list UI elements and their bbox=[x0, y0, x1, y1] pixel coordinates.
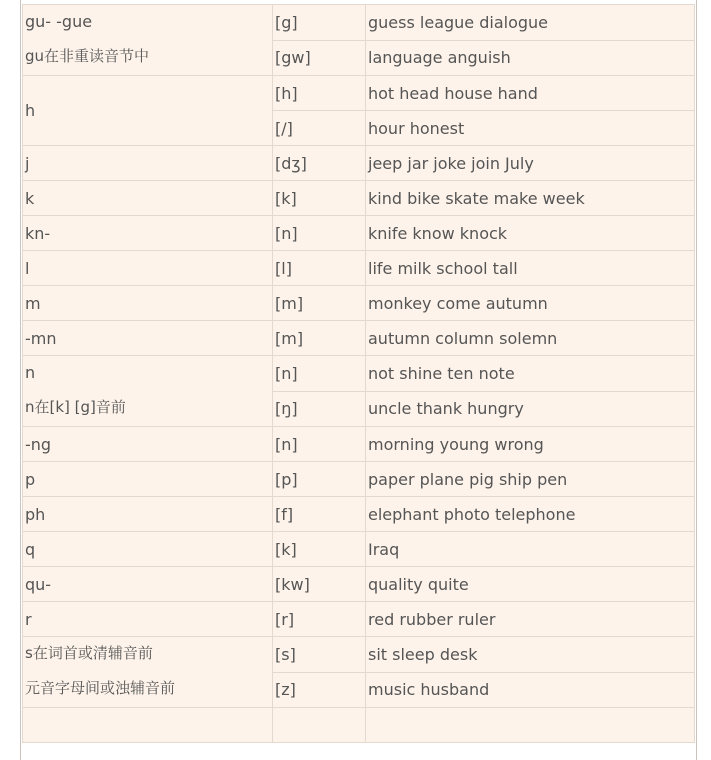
letter-text: n在[k] [g]音前 bbox=[25, 398, 126, 416]
letter-text: n bbox=[25, 363, 36, 382]
phoneme-cell: [n] bbox=[273, 427, 366, 462]
table-row bbox=[23, 321, 695, 356]
letter-cell: kn- bbox=[23, 216, 273, 251]
examples-cell: jeep jar joke join July bbox=[366, 146, 695, 181]
examples-cell bbox=[366, 708, 695, 743]
table-row bbox=[23, 532, 695, 567]
examples-cell: hot head house hand bbox=[366, 76, 695, 111]
examples-cell: autumn column solemn bbox=[366, 321, 695, 356]
letter-cell bbox=[23, 708, 273, 743]
letter-cell: m bbox=[23, 286, 273, 321]
examples-cell: language anguish bbox=[366, 40, 695, 76]
examples-cell: knife know knock bbox=[366, 216, 695, 251]
letter-cell: -mn bbox=[23, 321, 273, 356]
phoneme-cell: [g] bbox=[273, 5, 366, 41]
table-row bbox=[23, 5, 695, 41]
examples-cell: monkey come autumn bbox=[366, 286, 695, 321]
table-row bbox=[23, 567, 695, 602]
examples-cell: sit sleep desk bbox=[366, 637, 695, 673]
table-row bbox=[23, 251, 695, 286]
letter-text: s在词首或清辅音前 bbox=[25, 644, 153, 662]
letter-text: gu在非重读音节中 bbox=[25, 47, 150, 65]
table-row bbox=[23, 356, 695, 392]
phoneme-cell: [m] bbox=[273, 286, 366, 321]
letter-cell: -ng bbox=[23, 427, 273, 462]
examples-cell: music husband bbox=[366, 672, 695, 708]
letter-cell: r bbox=[23, 602, 273, 637]
examples-cell: uncle thank hungry bbox=[366, 391, 695, 427]
table-row bbox=[23, 462, 695, 497]
letter-cell: k bbox=[23, 181, 273, 216]
phoneme-cell: [n] bbox=[273, 356, 366, 392]
examples-cell: Iraq bbox=[366, 532, 695, 567]
examples-cell: elephant photo telephone bbox=[366, 497, 695, 532]
table-row bbox=[23, 602, 695, 637]
letter-cell: qu- bbox=[23, 567, 273, 602]
examples-cell: quality quite bbox=[366, 567, 695, 602]
examples-cell: paper plane pig ship pen bbox=[366, 462, 695, 497]
examples-cell: red rubber ruler bbox=[366, 602, 695, 637]
phoneme-cell: [k] bbox=[273, 181, 366, 216]
phoneme-cell: [s] bbox=[273, 637, 366, 673]
phoneme-cell: [gw] bbox=[273, 40, 366, 76]
phoneme-cell: [ŋ] bbox=[273, 391, 366, 427]
phoneme-cell: [f] bbox=[273, 497, 366, 532]
letter-cell bbox=[23, 5, 273, 76]
phoneme-cell: [r] bbox=[273, 602, 366, 637]
phoneme-cell: [z] bbox=[273, 672, 366, 708]
examples-cell: kind bike skate make week bbox=[366, 181, 695, 216]
phoneme-cell: [l] bbox=[273, 251, 366, 286]
examples-cell: not shine ten note bbox=[366, 356, 695, 392]
phoneme-cell: [n] bbox=[273, 216, 366, 251]
phoneme-cell: [/] bbox=[273, 111, 366, 146]
letter-cell: q bbox=[23, 532, 273, 567]
table-row bbox=[23, 181, 695, 216]
phoneme-cell: [p] bbox=[273, 462, 366, 497]
letter-cell bbox=[23, 356, 273, 427]
table-row bbox=[23, 76, 695, 111]
table-row bbox=[23, 427, 695, 462]
table-row-partial bbox=[23, 708, 695, 743]
examples-cell: guess league dialogue bbox=[366, 5, 695, 41]
letter-text: 元音字母间或浊辅音前 bbox=[25, 679, 176, 697]
letter-cell: h bbox=[23, 76, 273, 146]
phoneme-cell: [dʒ] bbox=[273, 146, 366, 181]
letter-cell bbox=[23, 637, 273, 708]
phonics-table bbox=[22, 4, 695, 743]
table-row bbox=[23, 216, 695, 251]
letter-cell: l bbox=[23, 251, 273, 286]
examples-cell: morning young wrong bbox=[366, 427, 695, 462]
table-row bbox=[23, 637, 695, 673]
letter-cell: p bbox=[23, 462, 273, 497]
table-row bbox=[23, 497, 695, 532]
phoneme-cell: [kw] bbox=[273, 567, 366, 602]
phoneme-cell: [k] bbox=[273, 532, 366, 567]
examples-cell: life milk school tall bbox=[366, 251, 695, 286]
phoneme-cell: [h] bbox=[273, 76, 366, 111]
letter-text: gu- -gue bbox=[25, 12, 93, 31]
letter-cell: ph bbox=[23, 497, 273, 532]
phoneme-cell bbox=[273, 708, 366, 743]
table-row bbox=[23, 286, 695, 321]
examples-cell: hour honest bbox=[366, 111, 695, 146]
phoneme-cell: [m] bbox=[273, 321, 366, 356]
letter-cell: j bbox=[23, 146, 273, 181]
table-row bbox=[23, 146, 695, 181]
